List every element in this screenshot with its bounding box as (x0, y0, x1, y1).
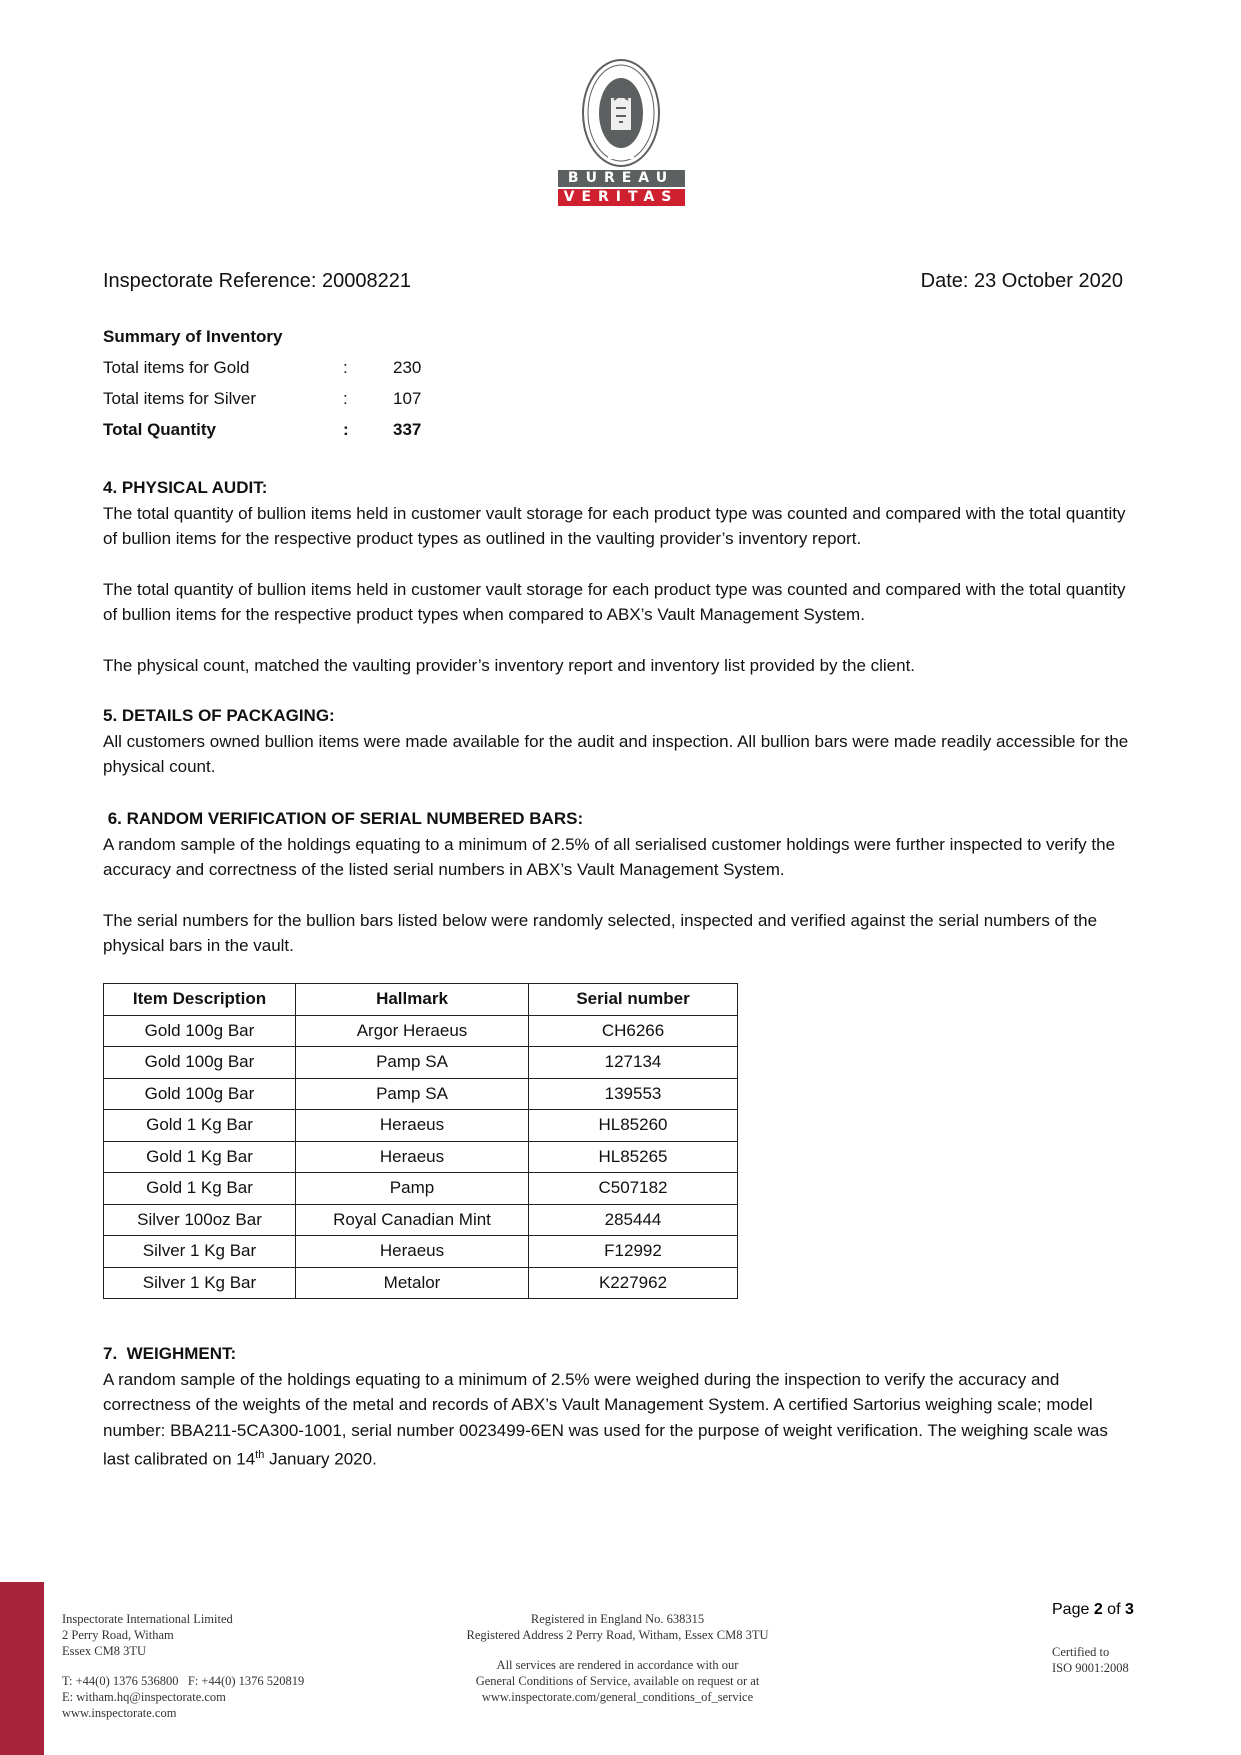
hallmark-cell: Heraeus (296, 1110, 529, 1142)
website: www.inspectorate.com (62, 1706, 177, 1720)
column-header: Item Description (104, 984, 296, 1016)
table-row (104, 1173, 738, 1205)
hallmark-cell: Pamp SA (296, 1078, 529, 1110)
section-heading: 7. WEIGHMENT: (103, 1344, 237, 1363)
table-row (104, 1047, 738, 1079)
paragraph: All customers owned bullion items were made available for the audit and inspection. All bullion bars were made readily accessible for the physical count. (103, 731, 1129, 776)
serial-number-table (103, 983, 738, 1299)
item-description-cell: Silver 100oz Bar (104, 1204, 296, 1236)
item-description-cell: Gold 1 Kg Bar (104, 1173, 296, 1205)
section-heading: 6. RANDOM VERIFICATION OF SERIAL NUMBERED BARS: (103, 809, 584, 828)
item-description-cell: Gold 1 Kg Bar (104, 1110, 296, 1142)
item-description-cell: Gold 100g Bar (104, 1015, 296, 1047)
table-row (104, 1110, 738, 1142)
serial-number-cell: C507182 (529, 1173, 738, 1205)
page-current: 2 (1093, 1601, 1103, 1618)
bureau-veritas-seal-icon (581, 58, 661, 168)
address-line: Essex CM8 3TU (62, 1644, 147, 1658)
phone-fax: T: +44(0) 1376 536800 F: +44(0) 1376 520819 (62, 1674, 305, 1688)
paragraph: The physical count, matched the vaulting provider’s inventory report and inventory list provided by the client. (103, 655, 916, 675)
serial-number-cell: 285444 (529, 1204, 738, 1236)
summary-value: 337 (393, 420, 422, 439)
serial-number-cell: 139553 (529, 1078, 738, 1110)
table-row (104, 1236, 738, 1268)
services-link[interactable]: www.inspectorate.com/general_conditions_of_service (481, 1690, 754, 1704)
certification-line: ISO 9001:2008 (1052, 1661, 1129, 1675)
summary-row-total (103, 420, 421, 451)
table-row (104, 1267, 738, 1299)
summary-separator: : (343, 420, 349, 439)
hallmark-cell: Pamp SA (296, 1047, 529, 1079)
table-row (104, 1015, 738, 1047)
summary-value: 230 (393, 358, 422, 377)
summary-row-gold (103, 358, 421, 389)
column-header: Serial number (529, 984, 738, 1016)
page-prefix: Page (1052, 1601, 1094, 1618)
summary-label: Total items for Silver (103, 389, 257, 408)
serial-number-cell: K227962 (529, 1267, 738, 1299)
summary-of-inventory (103, 327, 421, 451)
item-description-cell: Gold 100g Bar (104, 1078, 296, 1110)
summary-row-silver (103, 389, 421, 420)
hallmark-cell: Argor Heraeus (296, 1015, 529, 1047)
address-line: 2 Perry Road, Witham (62, 1628, 174, 1642)
registration-line: Registered Address 2 Perry Road, Witham, Essex CM8 3TU (466, 1628, 769, 1642)
logo-word-veritas: VERITAS (558, 189, 685, 206)
hallmark-cell: Pamp (296, 1173, 529, 1205)
email: E: witham.hq@inspectorate.com (62, 1690, 226, 1704)
section-random-verification (103, 806, 1133, 959)
section-heading: 4. PHYSICAL AUDIT: (103, 478, 268, 497)
paragraph (103, 1367, 1133, 1473)
summary-value: 107 (393, 389, 422, 408)
paragraph: The total quantity of bullion items held in customer vault storage for each product type was counted and compared with the total quantity of bullion items for the respective product types as outlined in the vaulting provider’s inventory report. (103, 503, 1126, 548)
page-number (1052, 1602, 1134, 1618)
hallmark-cell: Metalor (296, 1267, 529, 1299)
footer-brand-bar (0, 1582, 44, 1755)
footer-company-info (62, 1611, 304, 1721)
paragraph-text: A random sample of the holdings equating to a minimum of 2.5% were weighed during the inspection to verify the accuracy and correctness of the weights of the metal and records of ABX’s Vault Management System. A certified Sartorius weighing scale; model number: BBA211-5CA300-1001, serial number 0023499-6EN was used for the purpose of weight verification. The weighing scale was last calibrated on 14 (103, 1369, 1108, 1469)
section-details-of-packaging (103, 703, 1133, 780)
summary-separator: : (343, 389, 348, 408)
serial-number-cell: CH6266 (529, 1015, 738, 1047)
inspectorate-reference: Inspectorate Reference: 20008221 (103, 270, 411, 292)
certification-line: Certified to (1052, 1645, 1110, 1659)
page-total: 3 (1124, 1601, 1134, 1618)
registration-line: Registered in England No. 638315 (530, 1612, 705, 1626)
item-description-cell: Silver 1 Kg Bar (104, 1236, 296, 1268)
paragraph-text: January 2020. (264, 1449, 377, 1469)
serial-number-cell: 127134 (529, 1047, 738, 1079)
column-header: Hallmark (296, 984, 529, 1016)
bureau-veritas-logo (557, 58, 685, 206)
serial-number-cell: F12992 (529, 1236, 738, 1268)
services-line: General Conditions of Service, available on request or at (475, 1674, 760, 1688)
item-description-cell: Gold 100g Bar (104, 1047, 296, 1079)
summary-separator: : (343, 358, 348, 377)
section-physical-audit (103, 475, 1133, 678)
report-date: Date: 23 October 2020 (920, 270, 1123, 292)
section-heading: 5. DETAILS OF PACKAGING: (103, 706, 335, 725)
table-row (104, 1078, 738, 1110)
paragraph: A random sample of the holdings equating to a minimum of 2.5% of all serialised customer holdings were further inspected to verify the accuracy and correctness of the listed serial numbers in ABX’s Vault Management System. (103, 834, 1116, 879)
item-description-cell: Silver 1 Kg Bar (104, 1267, 296, 1299)
footer-registration (400, 1611, 835, 1705)
item-description-cell: Gold 1 Kg Bar (104, 1141, 296, 1173)
company-name: Inspectorate International Limited (62, 1612, 233, 1626)
serial-number-cell: HL85265 (529, 1141, 738, 1173)
summary-label: Total Quantity (103, 420, 217, 439)
table-row (104, 1141, 738, 1173)
summary-title: Summary of Inventory (103, 327, 283, 346)
logo-word-bureau: BUREAU (558, 170, 685, 187)
footer-page-info (1052, 1602, 1134, 1676)
section-weighment (103, 1341, 1133, 1472)
superscript-ordinal: th (255, 1449, 265, 1461)
page-of: of (1102, 1601, 1125, 1618)
paragraph: The total quantity of bullion items held in customer vault storage for each product type was counted and compared with the total quantity of bullion items for the respective product types when compared to ABX’s Vault Management System. (103, 579, 1126, 624)
table-row (104, 1204, 738, 1236)
paragraph: The serial numbers for the bullion bars listed below were randomly selected, inspected and verified against the serial numbers of the physical bars in the vault. (103, 910, 1098, 955)
table-header-row (104, 984, 738, 1016)
summary-label: Total items for Gold (103, 358, 250, 377)
hallmark-cell: Royal Canadian Mint (296, 1204, 529, 1236)
serial-number-cell: HL85260 (529, 1110, 738, 1142)
hallmark-cell: Heraeus (296, 1236, 529, 1268)
services-line: All services are rendered in accordance with our (496, 1658, 739, 1672)
hallmark-cell: Heraeus (296, 1141, 529, 1173)
